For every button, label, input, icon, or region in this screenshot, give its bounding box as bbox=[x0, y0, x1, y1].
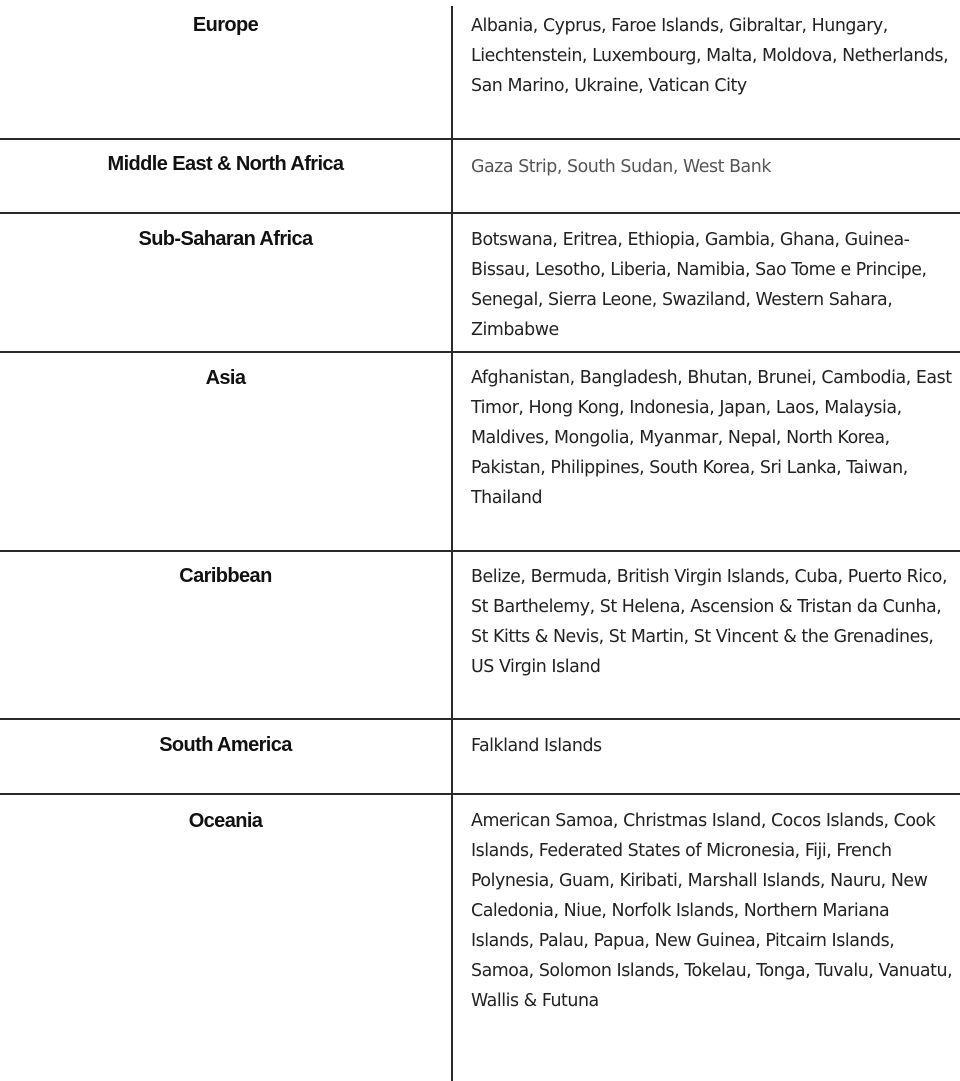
region-label-sub-saharan-africa: Sub-Saharan Africa bbox=[138, 228, 313, 250]
row-separator bbox=[0, 793, 960, 795]
country-list-caribbean: Belize, Bermuda, British Virgin Islands, Cuba, Puerto Rico, St Barthelemy, St Helena, Ascension & Tristan da Cunha, St Kitts & Nevis, St Martin, St Vincent & the Grenadines, US Virgin Island bbox=[471, 567, 948, 677]
row-separator bbox=[0, 138, 960, 140]
row-separator bbox=[0, 550, 960, 552]
country-list-asia: Afghanistan, Bangladesh, Bhutan, Brunei, Cambodia, East Timor, Hong Kong, Indonesia, Japan, Laos, Malaysia, Maldives, Mongolia, Myanmar, Nepal, North Korea, Pakistan, Philippines, South Korea, Sri Lanka, Taiwan, Thailand bbox=[471, 368, 952, 508]
row-separator bbox=[0, 212, 960, 214]
region-label-south-america: South America bbox=[159, 734, 292, 756]
region-label-oceania: Oceania bbox=[188, 810, 263, 832]
country-list-middle-east-north-africa: Gaza Strip, South Sudan, West Bank bbox=[471, 157, 771, 177]
country-list-europe: Albania, Cyprus, Faroe Islands, Gibraltar, Hungary, Liechtenstein, Luxembourg, Malta, Moldova, Netherlands, San Marino, Ukraine, Vatican City bbox=[471, 16, 949, 96]
row-separator bbox=[0, 351, 960, 353]
region-label-middle-east-north-africa: Middle East & North Africa bbox=[107, 153, 344, 175]
country-list-south-america: Falkland Islands bbox=[471, 736, 602, 756]
region-label-europe: Europe bbox=[192, 14, 259, 36]
region-label-asia: Asia bbox=[205, 367, 246, 389]
country-list-sub-saharan-africa: Botswana, Eritrea, Ethiopia, Gambia, Ghana, Guinea-Bissau, Lesotho, Liberia, Namibia, Sao Tome e Principe, Senegal, Sierra Leone, Swaziland, Western Sahara, Zimbabwe bbox=[471, 230, 927, 340]
country-list-oceania: American Samoa, Christmas Island, Cocos Islands, Cook Islands, Federated States of Micronesia, Fiji, French Polynesia, Guam, Kiribati, Marshall Islands, Nauru, New Caledonia, Niue, Norfolk Islands, Northern Mariana Islands, Palau, Papua, New Guinea, Pitcairn Islands, Samoa, Solomon Islands, Tokelau, Tonga, Tuvalu, Vanuatu, Wallis & Futuna bbox=[471, 811, 953, 1011]
row-separator bbox=[0, 718, 960, 720]
region-label-caribbean: Caribbean bbox=[179, 565, 272, 587]
column-divider bbox=[451, 6, 453, 1081]
